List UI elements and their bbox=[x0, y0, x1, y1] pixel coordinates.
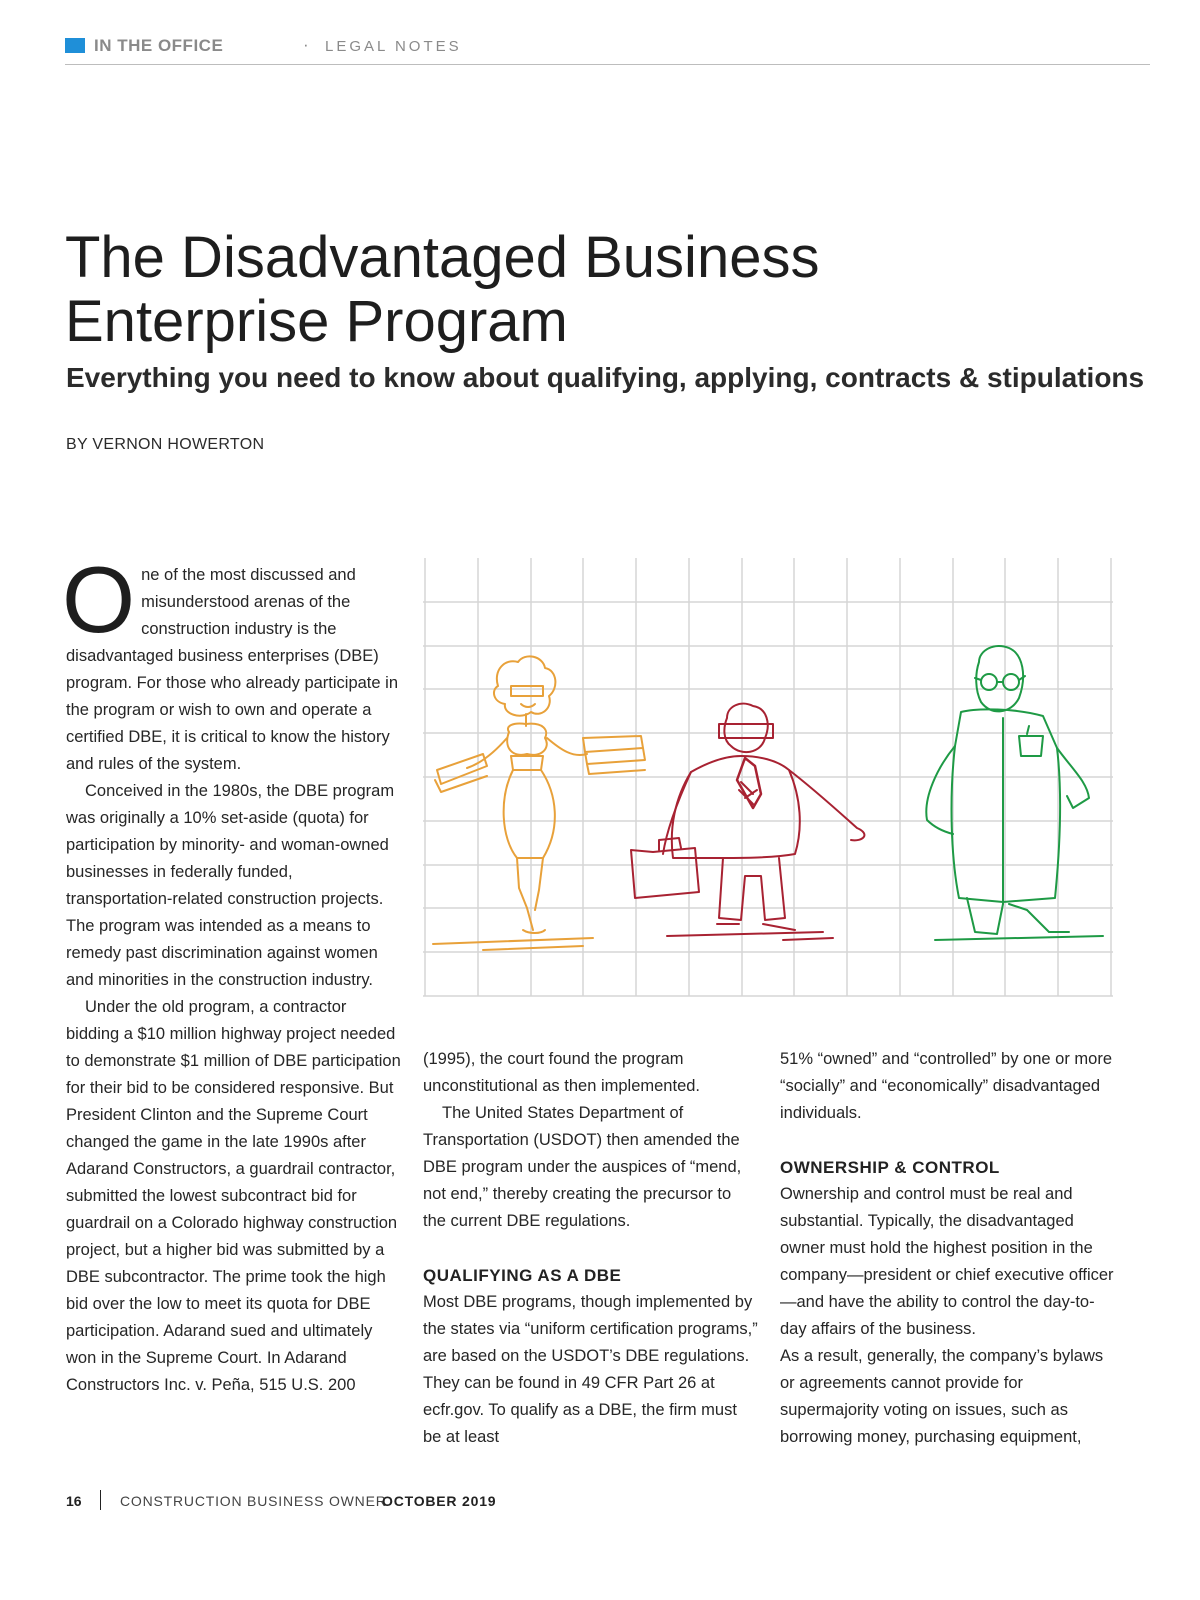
paragraph: The United States Department of Transportation (USDOT) then amended the DBE program under the auspices of “mend, not end,” thereby creating the precursor to the current DBE regulations. bbox=[423, 1104, 742, 1230]
page-number: 16 bbox=[66, 1493, 82, 1509]
text-column-2 bbox=[423, 1046, 758, 1451]
grid-background bbox=[423, 558, 1113, 996]
paragraph: (1995), the court found the program unconstitutional as then implemented. bbox=[423, 1050, 701, 1095]
text-column-3 bbox=[780, 1046, 1115, 1451]
section-heading: QUALIFYING AS A DBE bbox=[423, 1266, 622, 1285]
drop-cap: O bbox=[62, 547, 136, 652]
paragraph: Conceived in the 1980s, the DBE program was originally a 10% set-aside (quota) for participation by minority- and woman-owned businesses in federally funded, transportation-related construction projects. The program was intended as a means to remedy past discrimination against women and minorities in the construction industry. bbox=[66, 782, 395, 989]
title-line-1: The Disadvantaged Business bbox=[65, 225, 820, 290]
title-line-2: Enterprise Program bbox=[65, 289, 568, 354]
paragraph: Under the old program, a contractor bidding a $10 million highway project needed to demonstrate $1 million of DBE participation for their bid to be considered responsive. But President Clinton and the Supreme Court changed the game in the late 1990s after Adarand Constructors, a guardrail contractor, submitted the lowest subcontract bid for guardrail on a Colorado highway construction project, but a higher bid was submitted by a DBE subcontractor. The prime took the high bid over the low to meet its quota for DBE participation. Adarand sued and ultimately won in the Supreme Court. In Adarand Constructors Inc. v. Peña, 515 U.S. 200 bbox=[66, 998, 401, 1394]
paragraph bbox=[62, 547, 402, 778]
illustration bbox=[423, 558, 1113, 1010]
paragraph: As a result, generally, the company’s bylaws or agreements cannot provide for supermajority voting on issues, such as borrowing money, purchasing equipment, bbox=[780, 1347, 1104, 1446]
paragraph: 51% “owned” and “controlled” by one or more “socially” and “economically” disadvantaged individuals. bbox=[780, 1050, 1113, 1122]
article-title bbox=[65, 226, 965, 354]
footer-divider bbox=[100, 1490, 101, 1510]
text-column-1 bbox=[62, 547, 402, 1399]
article-subtitle: Everything you need to know about qualifying, applying, contracts & stipulations bbox=[66, 362, 1145, 393]
businessman-figure-illustration bbox=[631, 704, 864, 940]
paragraph: Ownership and control must be real and substantial. Typically, the disadvantaged owner must hold the highest position in the company—president or chief executive officer—and have the ability to control the day-to-day affairs of the business. bbox=[780, 1185, 1114, 1338]
section-heading: OWNERSHIP & CONTROL bbox=[780, 1158, 1000, 1177]
section-header bbox=[65, 36, 1150, 65]
paragraph-text: ne of the most discussed and misunderstood arenas of the construction industry is the disadvantaged business enterprises (DBE) program. For those who already participate in the program or wish to own and operate a certified DBE, it is critical to know the history and rules of the system. bbox=[66, 566, 398, 773]
byline: BY VERNON HOWERTON bbox=[66, 436, 265, 453]
subsection-label: LEGAL NOTES bbox=[325, 38, 462, 55]
section-label: IN THE OFFICE bbox=[94, 36, 224, 55]
paragraph: Most DBE programs, though implemented by the states via “uniform certification programs,” are based on the USDOT’s DBE regulations. They can be found in 49 CFR Part 26 at ecfr.gov. To qualify as a DBE, the firm must be at least bbox=[423, 1293, 758, 1446]
issue-date: OCTOBER 2019 bbox=[382, 1493, 497, 1509]
section-separator: · bbox=[303, 35, 309, 54]
section-color-marker bbox=[65, 38, 85, 53]
magazine-name: CONSTRUCTION BUSINESS OWNER bbox=[120, 1493, 387, 1509]
page-footer bbox=[66, 1490, 866, 1512]
woman-figure-illustration bbox=[433, 656, 645, 950]
